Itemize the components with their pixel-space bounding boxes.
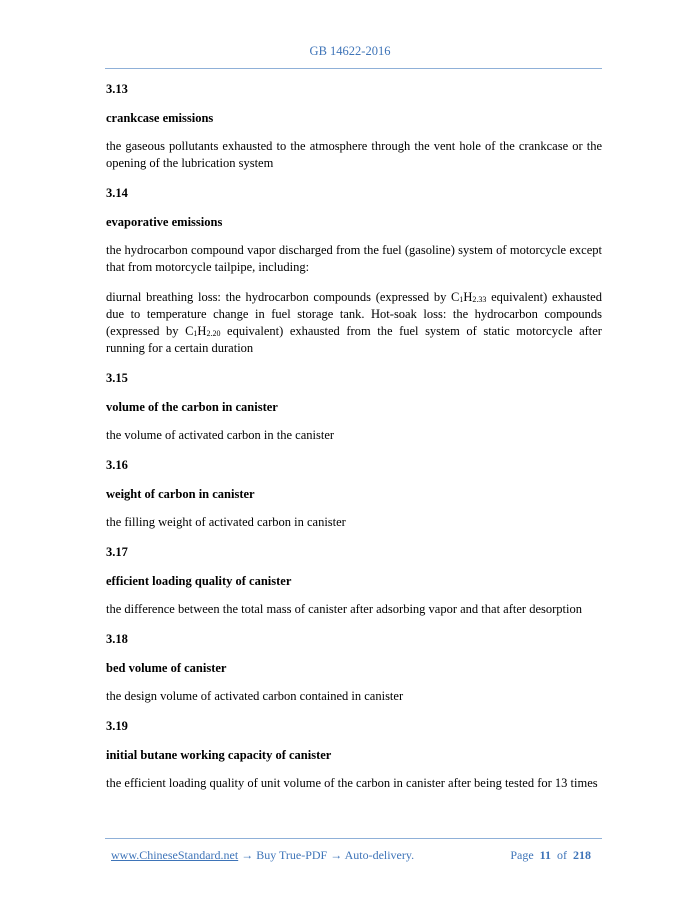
section-term: efficient loading quality of canister xyxy=(106,574,292,588)
section-term: evaporative emissions xyxy=(106,215,223,229)
total-page-count: 218 xyxy=(573,848,591,862)
section-number: 3.14 xyxy=(106,186,128,200)
page-footer xyxy=(111,848,591,863)
current-page-number: 11 xyxy=(539,848,551,862)
website-link[interactable]: www.ChineseStandard.net xyxy=(111,848,239,862)
section-number: 3.13 xyxy=(106,82,128,96)
footer-divider xyxy=(105,838,602,839)
section-number: 3.15 xyxy=(106,371,128,385)
section-number: 3.18 xyxy=(106,632,128,646)
section-term: crankcase emissions xyxy=(106,111,214,125)
section-term: weight of carbon in canister xyxy=(106,487,255,501)
section-definition: the gaseous pollutants exhausted to the atmosphere through the vent hole of the crankcase or the opening of the lubrication system xyxy=(106,139,602,170)
document-body xyxy=(106,81,602,805)
section-definition: the hydrocarbon compound vapor discharged from the fuel (gasoline) system of motorcycle except that from motorcycle tailpipe, including: xyxy=(106,243,602,274)
section-term: volume of the carbon in canister xyxy=(106,400,278,414)
section-number: 3.16 xyxy=(106,458,128,472)
section-definition: the design volume of activated carbon contained in canister xyxy=(106,689,404,703)
purchase-promo: → Buy True-PDF → Auto-delivery. xyxy=(238,848,415,862)
section-definition: the volume of activated carbon in the canister xyxy=(106,428,335,442)
section-definition-detail: diurnal breathing loss: the hydrocarbon compounds (expressed by $C_1H_{2.33}$ equivalent) exhausted due to temperature change in fuel storage tank. Hot-soak loss: the hydrocarbon compounds (expressed by $C_1H_{2.20}$ equivalent) exhausted from the fuel system of static motorcycle after running for a certain duration xyxy=(106,290,602,355)
section-definition: the efficient loading quality of unit volume of the carbon in canister after being tested for 13 times xyxy=(106,776,598,790)
section-number: 3.17 xyxy=(106,545,128,559)
page-indicator: Page 11 of 218 xyxy=(510,848,591,862)
header-divider xyxy=(105,68,602,69)
document-id-header: GB 14622-2016 xyxy=(309,44,391,58)
section-term: bed volume of canister xyxy=(106,661,227,675)
section-term: initial butane working capacity of canister xyxy=(106,748,332,762)
section-definition: the difference between the total mass of canister after adsorbing vapor and that after desorption xyxy=(106,602,582,616)
section-number: 3.19 xyxy=(106,719,128,733)
section-definition: the filling weight of activated carbon in canister xyxy=(106,515,346,529)
